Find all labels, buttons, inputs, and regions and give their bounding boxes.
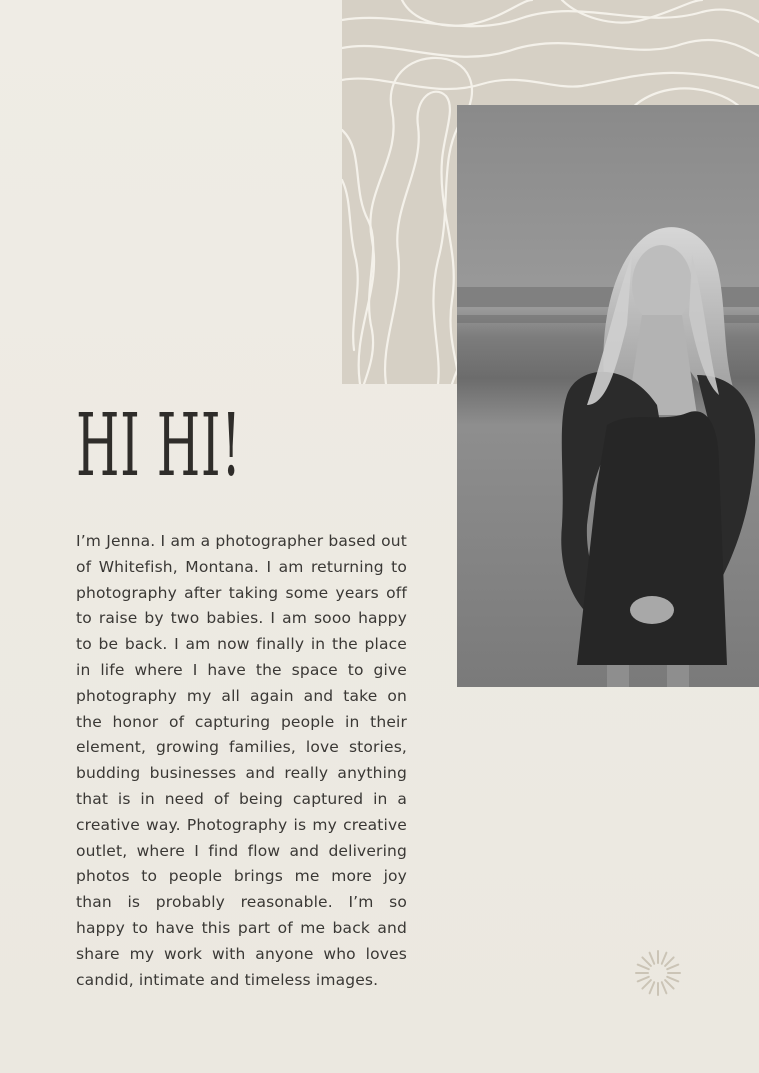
beach-portrait-image — [457, 105, 759, 687]
portrait-photo — [457, 105, 759, 687]
bio-paragraph: I’m Jenna. I am a photographer based out of Whitefish, Montana. I am returning to photography after taking some years off to raise by two babies. I am sooo happy to be back. I am now finally in the place in life where I have the space to give photography my all again and take on the honor of capturing people in their element, growing families, love stories, budding businesses and really anything that is in need of being captured in a creative way. Photography is my creative outlet, where I find flow and delivering photos to people brings me more joy than is probably reasonable. I’m so happy to have this part of me back and share my work with anyone who loves candid, intimate and timeless images. — [76, 532, 407, 989]
greeting-heading: HI HI! — [76, 396, 242, 496]
sunburst-icon — [633, 948, 683, 998]
